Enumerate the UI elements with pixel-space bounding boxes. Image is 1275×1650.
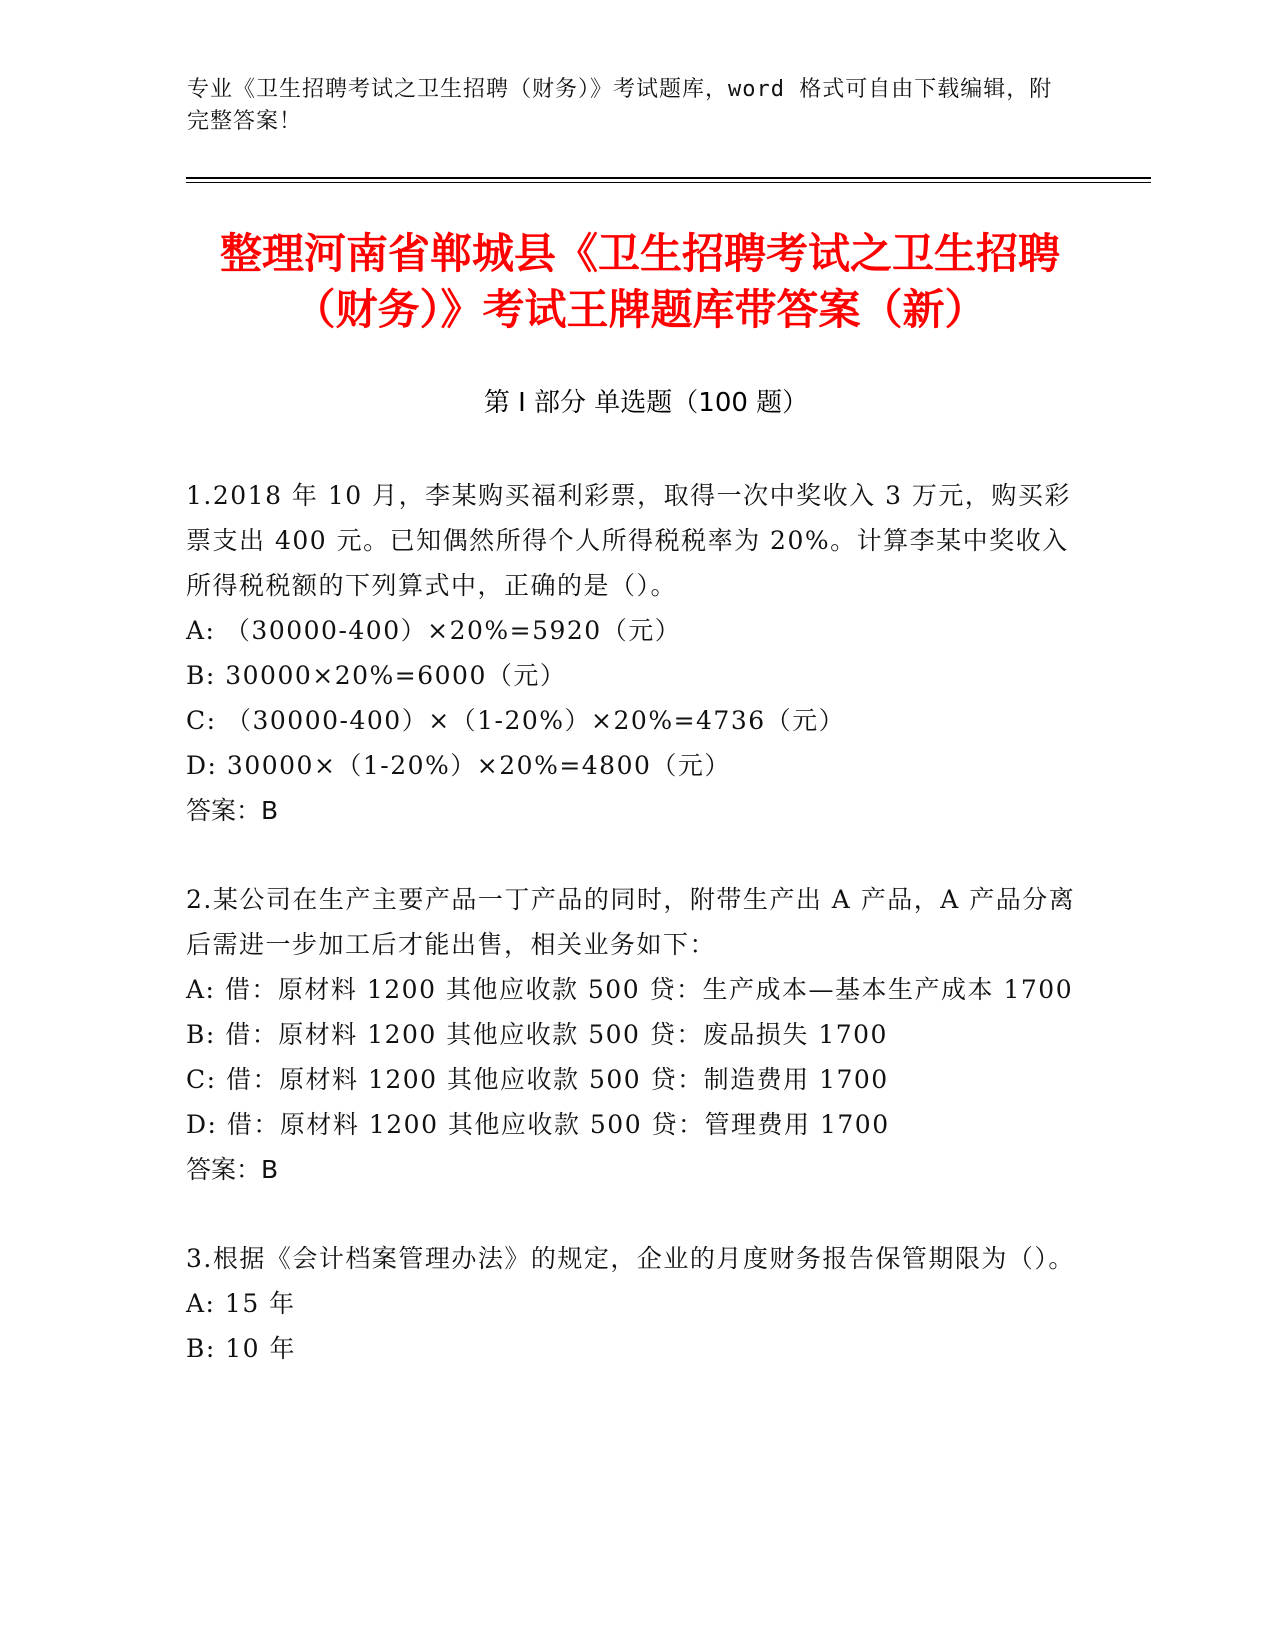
- question-stem: 3.根据《会计档案管理办法》的规定，企业的月度财务报告保管期限为（）。: [186, 1244, 1075, 1273]
- question-list: [186, 473, 1086, 1415]
- question-item: [186, 1236, 1086, 1371]
- question-option: A: 借：原材料 1200 其他应收款 500 贷：生产成本—基本生产成本 1700: [186, 975, 1074, 1004]
- question-option: C: （30000-400）×（1-20%）×20%=4736（元）: [186, 706, 846, 735]
- question-option: C: 借：原材料 1200 其他应收款 500 贷：制造费用 1700: [186, 1065, 889, 1094]
- question-option: B: 10 年: [186, 1334, 296, 1363]
- header-note: 专业《卫生招聘考试之卫生招聘（财务）》考试题库，word 格式可自由下载编辑，附完整答案！: [187, 77, 1053, 134]
- question-item: [186, 473, 1086, 833]
- question-option: D: 借：原材料 1200 其他应收款 500 贷：管理费用 1700: [186, 1110, 890, 1139]
- header-rule-thin: [186, 182, 1151, 183]
- question-option: A: （30000-400）×20%=5920（元）: [186, 616, 682, 645]
- question-item: [186, 877, 1086, 1192]
- section-heading: 第 I 部分 单选题（100 题）: [483, 388, 809, 418]
- question-option: D: 30000×（1-20%）×20%=4800（元）: [186, 751, 731, 780]
- header-rule-thick: [186, 177, 1151, 179]
- question-stem: 1.2018 年 10 月，李某购买福利彩票，取得一次中奖收入 3 万元，购买彩票支出 400 元。已知偶然所得个人所得税税率为 20%。计算李某中奖收入所得税税额的下列算式中，正确的是（）。: [186, 481, 1071, 600]
- document-title: 整理河南省郸城县《卫生招聘考试之卫生招聘（财务）》考试王牌题库带答案（新）: [219, 229, 1060, 334]
- question-option: B: 借：原材料 1200 其他应收款 500 贷：废品损失 1700: [186, 1020, 888, 1049]
- question-answer: 答案：B: [186, 1155, 279, 1184]
- question-option: B: 30000×20%=6000（元）: [186, 661, 567, 690]
- question-answer: 答案：B: [186, 796, 279, 825]
- question-option: A: 15 年: [186, 1289, 296, 1318]
- question-stem: 2.某公司在生产主要产品一丁产品的同时，附带生产出 A 产品，A 产品分离后需进一步加工后才能出售，相关业务如下：: [186, 885, 1076, 959]
